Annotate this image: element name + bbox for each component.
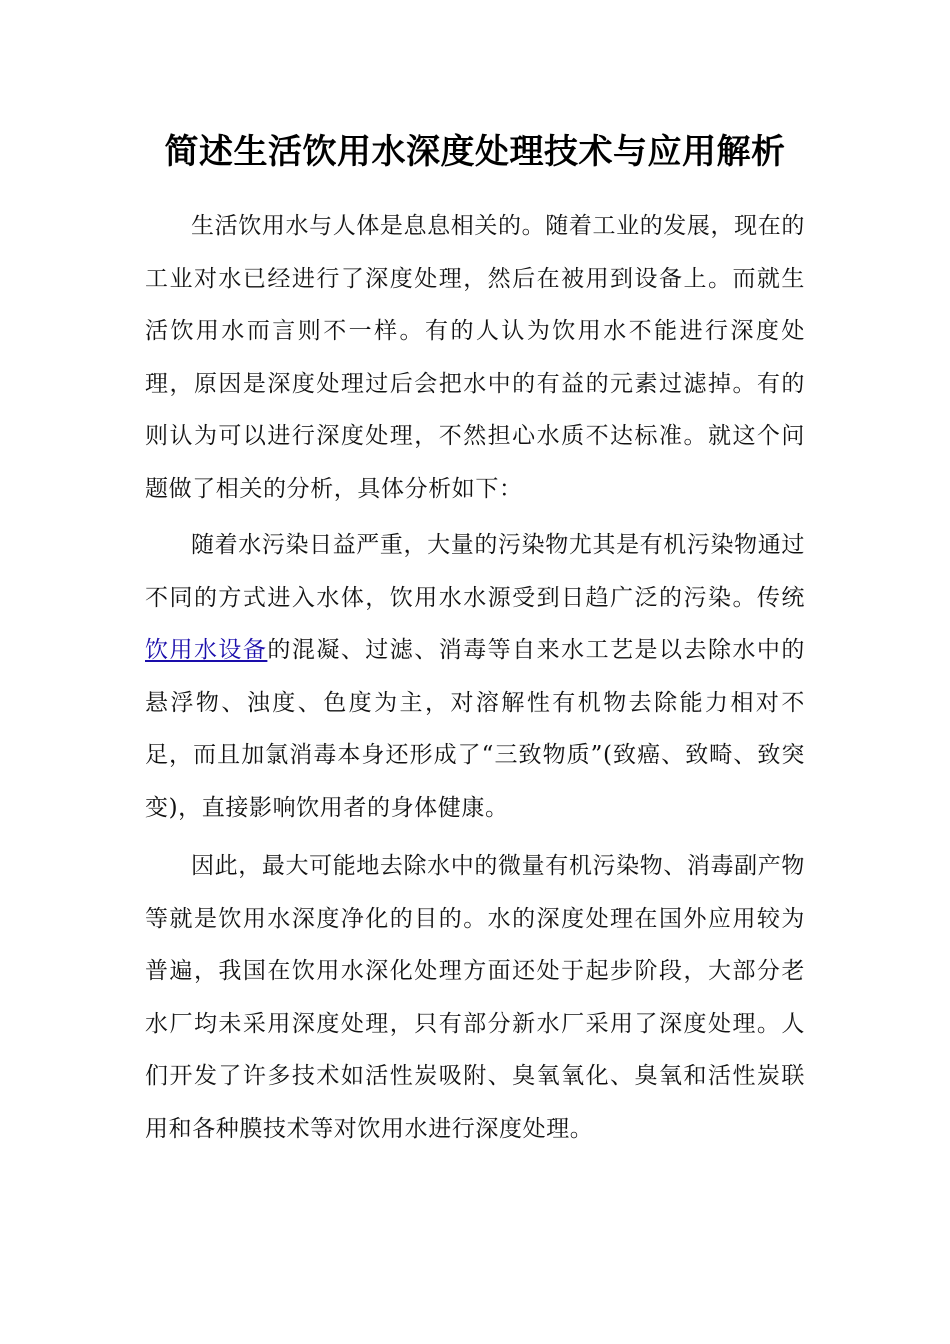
paragraph-pollution	[145, 519, 805, 834]
paragraph-pollution-text-after: 的混凝、过滤、消毒等自来水工艺是以去除水中的悬浮物、浊度、色度为主，对溶解性有机物去除能力相对不足，而且加氯消毒本身还形成了“三致物质”(致癌、致畸、致突变)，直接影响饮用者的身体健康。	[145, 637, 806, 821]
paragraph-pollution-text-before: 随着水污染日益严重，大量的污染物尤其是有机污染物通过不同的方式进入水体，饮用水水源受到日趋广泛的污染。传统	[145, 532, 805, 611]
drinking-water-equipment-link[interactable]: 饮用水设备	[145, 637, 268, 663]
document-title: 简述生活饮用水深度处理技术与应用解析	[164, 132, 786, 172]
paragraph-deep-treatment: 因此，最大可能地去除水中的微量有机污染物、消毒副产物等就是饮用水深度净化的目的。水的深度处理在国外应用较为普遍，我国在饮用水深化处理方面还处于起步阶段，大部分老水厂均未采用深度处理，只有部分新水厂采用了深度处理。人们开发了许多技术如活性炭吸附、臭氧氧化、臭氧和活性炭联用和各种膜技术等对饮用水进行深度处理。	[145, 853, 805, 1142]
paragraph-intro: 生活饮用水与人体是息息相关的。随着工业的发展，现在的工业对水已经进行了深度处理，然后在被用到设备上。而就生活饮用水而言则不一样。有的人认为饮用水不能进行深度处理，原因是深度处理过后会把水中的有益的元素过滤掉。有的则认为可以进行深度处理，不然担心水质不达标准。就这个问题做了相关的分析，具体分析如下：	[145, 213, 805, 502]
